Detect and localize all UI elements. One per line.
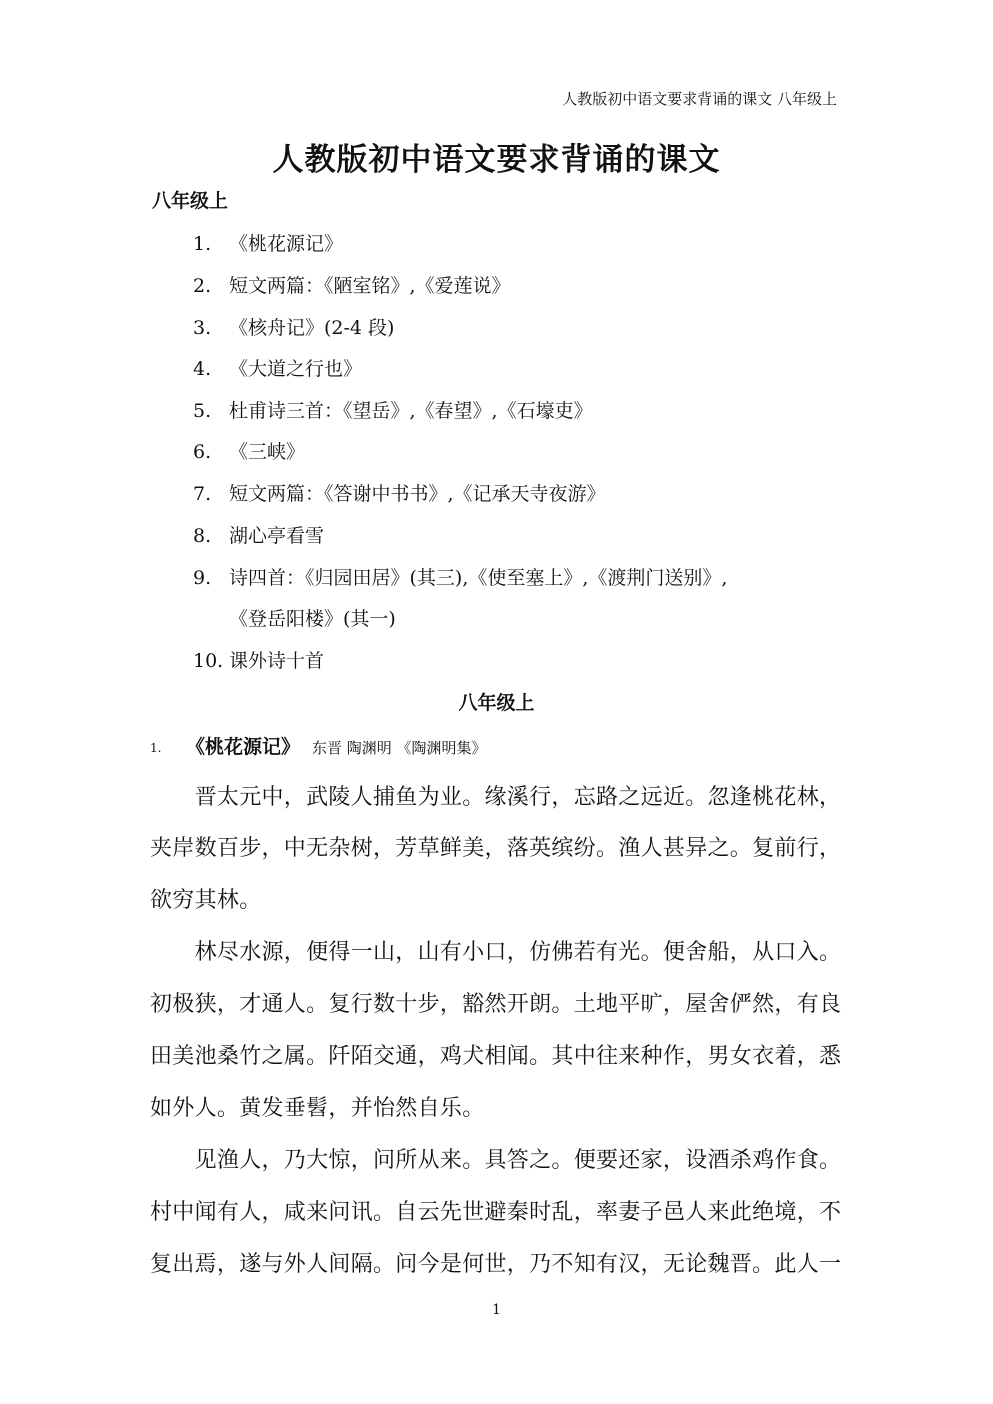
list-item-number: 10. [193,650,224,672]
list-item-text: 《大道之行也》 [229,358,363,380]
list-item-text: 《核舟记》(2-4 段) [229,317,395,339]
page-number: 1 [492,1302,501,1318]
document-title: 人教版初中语文要求背诵的课文 [272,142,721,178]
list-item [193,479,606,506]
text-entry-heading [150,732,487,759]
list-item-number: 3. [193,317,212,339]
list-item-text: 短文两篇：《答谢中书书》,《记承天寺夜游》 [229,483,606,505]
list-item [193,313,394,340]
section-heading: 八年级上 [152,190,229,212]
list-item-text: 杜甫诗三首：《望岳》,《春望》,《石壕吏》 [229,400,593,422]
list-item [193,563,727,590]
list-item-number: 4. [193,358,212,380]
list-item-number: 1. [193,233,212,255]
paragraph-line: 如外人。黄发垂髫，并怡然自乐。 [150,1096,485,1121]
list-item [193,437,305,464]
entry-title: 《桃花源记》 [186,736,301,758]
list-item-number: 2. [193,275,212,297]
paragraph-line: 夹岸数百步，中无杂树，芳草鲜美，落英缤纷。渔人甚异之。复前行， [150,836,842,861]
entry-number: 1. [150,741,162,755]
paragraph-line: 见渔人，乃大惊，问所从来。具答之。便要还家，设酒杀鸡作食。 [150,1148,842,1173]
list-item-number: 5. [193,400,212,422]
paragraph-line: 复出焉，遂与外人间隔。问今是何世，乃不知有汉，无论魏晋。此人一 [150,1252,842,1277]
list-item [193,271,511,298]
list-item-text: 短文两篇：《陋室铭》,《爱莲说》 [229,275,511,297]
list-item-number: 7. [193,483,212,505]
list-item-number: 6. [193,441,212,463]
paragraph-line: 初极狭，才通人。复行数十步，豁然开朗。土地平旷，屋舍俨然，有良 [150,992,842,1017]
list-item-continuation: 《登岳阳楼》(其一) [229,608,396,630]
section-heading-2: 八年级上 [458,692,535,714]
list-item-text: 《三峡》 [229,441,306,463]
list-item [193,646,324,673]
list-item [193,354,362,381]
paragraph-line: 晋太元中，武陵人捕鱼为业。缘溪行，忘路之远近。忽逢桃花林， [150,785,842,810]
list-item [193,396,593,423]
paragraph-line: 欲穷其林。 [150,888,262,913]
list-item [193,229,343,256]
paragraph-line: 田美池桑竹之属。阡陌交通，鸡犬相闻。其中往来种作，男女衣着，悉 [150,1044,842,1069]
list-item-text: 湖心亭看雪 [229,525,325,547]
paragraph-line: 林尽水源，便得一山，山有小口，仿佛若有光。便舍船，从口入。 [150,940,842,965]
entry-meta: 东晋 陶渊明 《陶渊明集》 [312,739,487,757]
running-header: 人教版初中语文要求背诵的课文 八年级上 [562,90,837,108]
list-item [193,521,324,548]
list-item-number: 8. [193,525,212,547]
list-item-text: 《桃花源记》 [229,233,344,255]
list-item-text: 课外诗十首 [229,650,325,672]
list-item-number: 9. [193,567,212,589]
paragraph-line: 村中闻有人，咸来问讯。自云先世避秦时乱，率妻子邑人来此绝境，不 [150,1200,842,1225]
list-item-text: 诗四首：《归园田居》(其三),《使至塞上》,《渡荆门送别》, [229,567,728,589]
